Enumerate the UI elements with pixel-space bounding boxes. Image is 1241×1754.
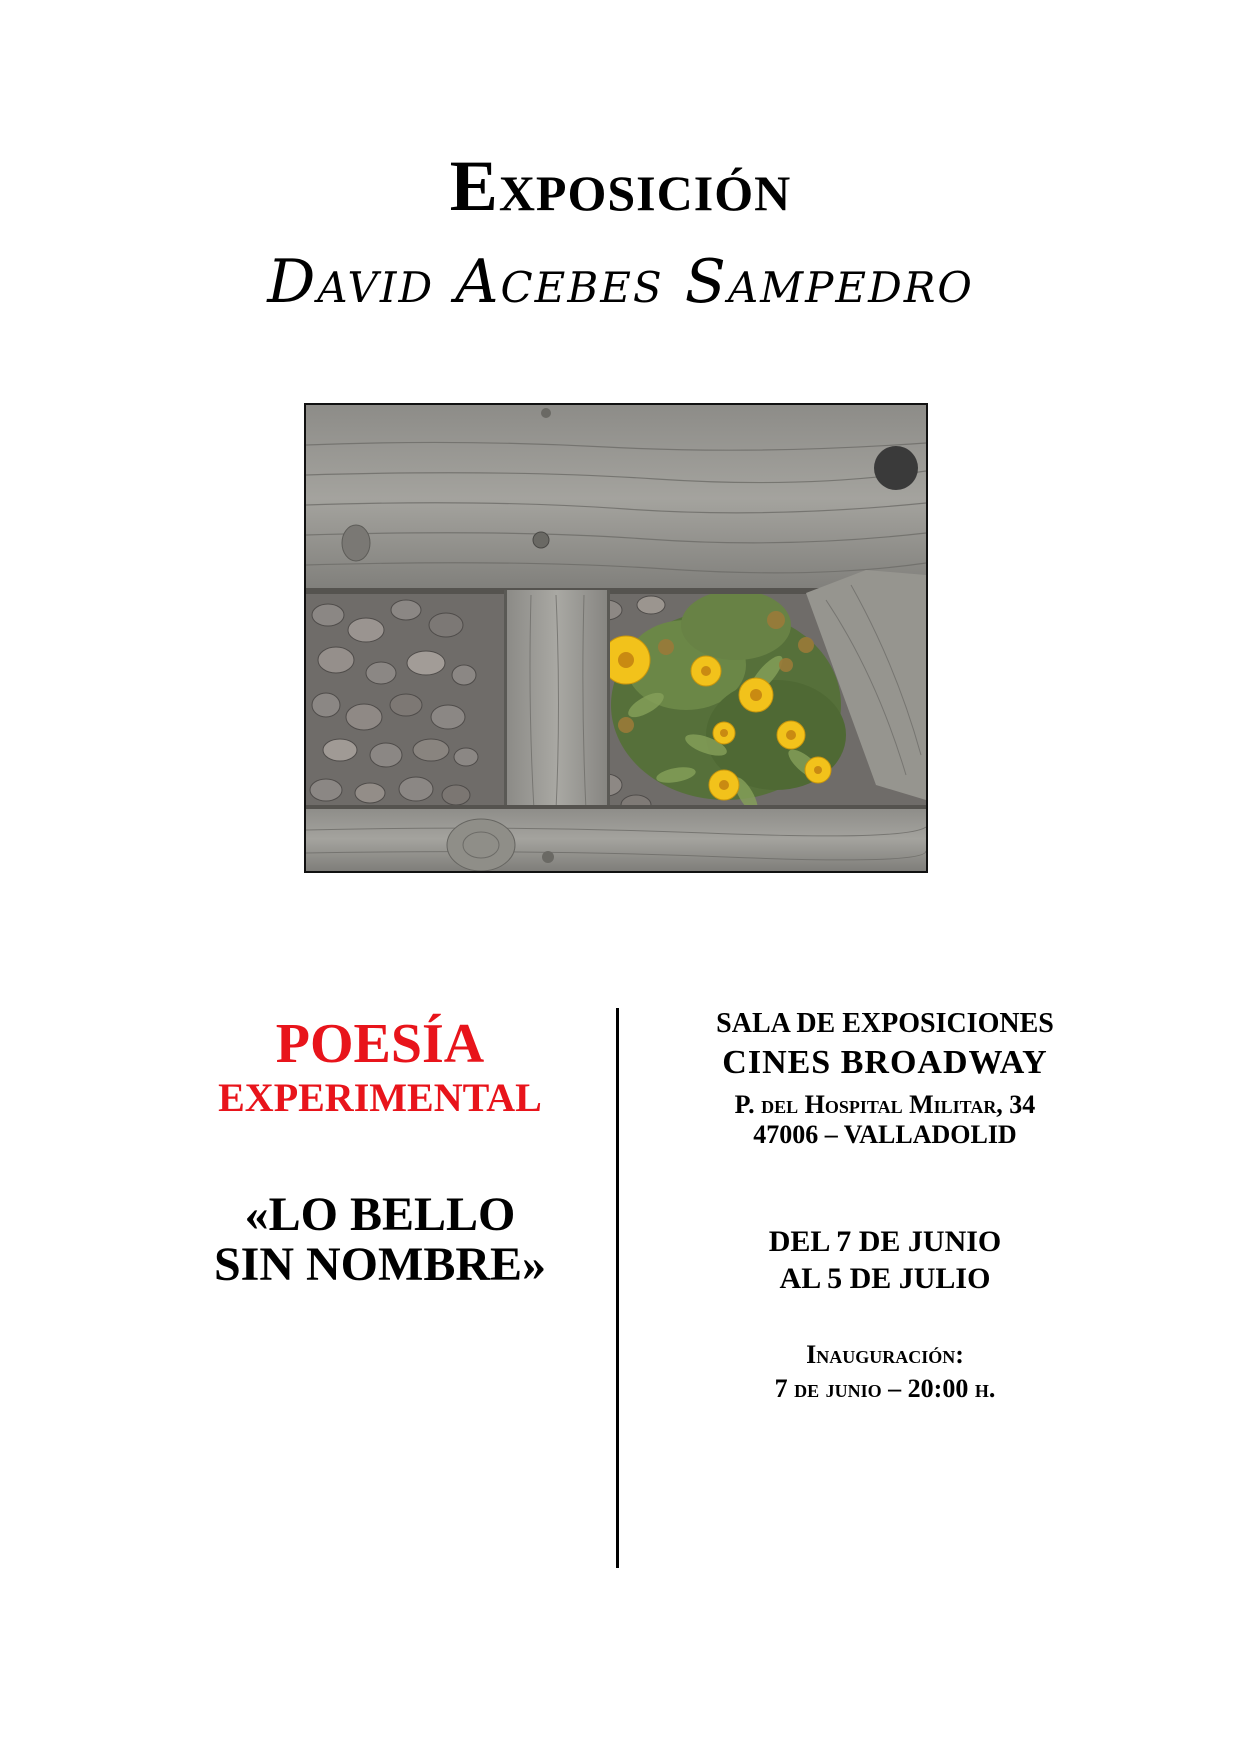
venue-line-1: SALA DE EXPOSICIONES bbox=[716, 1008, 1054, 1039]
venue-postal: 47006 – VALLADOLID bbox=[753, 1120, 1017, 1149]
dates-line-1: DEL 7 DE JUNIO bbox=[768, 1225, 1002, 1258]
opening-label: Inauguración: bbox=[806, 1340, 964, 1369]
exhibition-title: Exposición bbox=[449, 146, 792, 226]
genre-subheading: EXPERIMENTAL bbox=[218, 1075, 542, 1120]
work-title-line-1: «LO BELLO bbox=[244, 1188, 516, 1241]
work-title-line-2: SIN NOMBRE» bbox=[213, 1238, 547, 1292]
work-title bbox=[160, 1190, 600, 1291]
venue-line-2: CINES BROADWAY bbox=[722, 1044, 1048, 1081]
artist-name: David Acebes Sampedro bbox=[267, 247, 974, 317]
genre-heading: POESÍA bbox=[275, 1013, 485, 1075]
venue-address: P. del Hospital Militar, 34 bbox=[734, 1090, 1036, 1119]
dates-line-2: AL 5 DE JULIO bbox=[779, 1262, 991, 1295]
column-divider bbox=[616, 1008, 619, 1568]
exhibition-photo bbox=[304, 403, 928, 873]
opening-time: 7 de junio – 20:00 h. bbox=[774, 1374, 996, 1403]
